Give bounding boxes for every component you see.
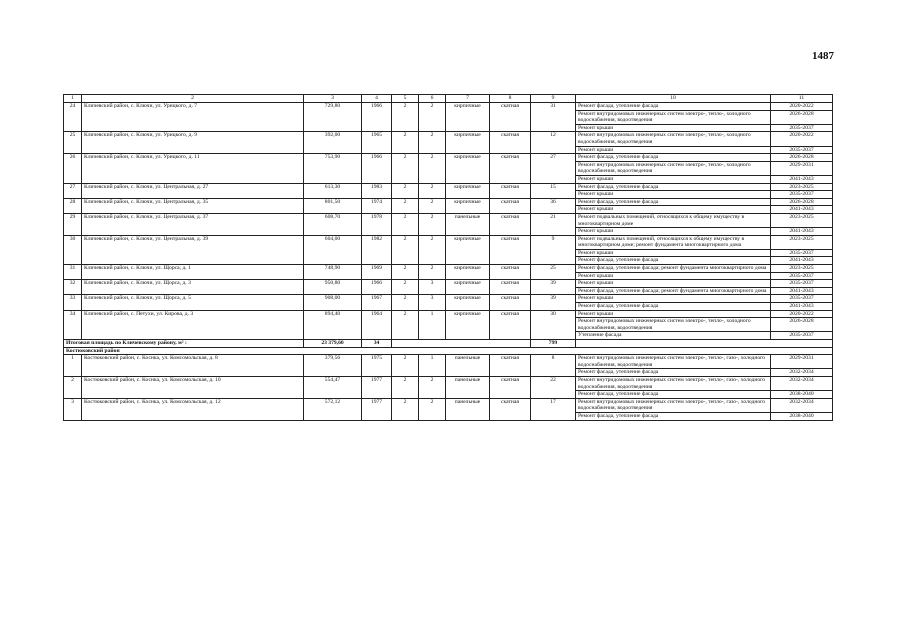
- entrances-cell: 2: [419, 154, 446, 183]
- address-cell: Кличевский район, с. Ключи, ул. Урицкого, д. 7: [82, 103, 304, 132]
- area-cell: 753,90: [304, 154, 362, 183]
- year-cell: 1978: [362, 213, 392, 235]
- total-area: 23 379,60: [304, 340, 362, 348]
- residents-cell: 30: [531, 310, 576, 339]
- address-cell: Костюковский район, с. Коснка, ул. Комсомольская, д. 10: [82, 376, 304, 398]
- roof-cell: скатная: [490, 355, 531, 377]
- walls-cell: панельные: [446, 213, 490, 235]
- column-number-row: [64, 95, 833, 103]
- table-row: [64, 103, 833, 111]
- col-header: 7: [446, 95, 490, 103]
- year-cell: 1969: [362, 265, 392, 280]
- address-cell: Кличевский район, с. Ключи, ул. Центральная, д. 27: [82, 183, 304, 198]
- entrances-cell: 2: [419, 132, 446, 154]
- entrances-cell: 2: [419, 235, 446, 264]
- year-cell: 1983: [362, 183, 392, 198]
- row-number: 32: [64, 280, 82, 295]
- period-cell: 2035-2037: [771, 191, 833, 199]
- address-cell: Кличевский район, с. Ключи, ул. Центральная, д. 37: [82, 213, 304, 235]
- row-number: 27: [64, 183, 82, 198]
- entrances-cell: 2: [419, 265, 446, 280]
- row-number: 25: [64, 132, 82, 154]
- work-type-cell: Ремонт внутридомовых инженерных систем электро-, тепло-, холодного водоснабжения, водоотведения: [576, 318, 771, 332]
- page-number: 1487: [812, 50, 834, 62]
- table-row: [64, 265, 833, 273]
- work-type-cell: Утепление фасада: [576, 332, 771, 340]
- address-cell: Костюковский район, с. Коснка, ул. Комсомольская, д. 8: [82, 355, 304, 377]
- period-cell: 2038-2040: [771, 391, 833, 399]
- year-cell: 1966: [362, 280, 392, 295]
- row-number: 33: [64, 295, 82, 310]
- entrances-cell: 2: [419, 198, 446, 213]
- total-residents: 799: [531, 340, 576, 348]
- work-type-cell: Ремонт фасада, утепление фасада: [576, 103, 771, 111]
- roof-cell: скатная: [490, 235, 531, 264]
- entrances-cell: 1: [419, 310, 446, 339]
- work-type-cell: Ремонт крыши: [576, 146, 771, 154]
- address-cell: Кличевский район, с. Ключи, ул. Щорса, д. 3: [82, 280, 304, 295]
- walls-cell: панельные: [446, 398, 490, 420]
- residents-cell: 21: [531, 213, 576, 235]
- walls-cell: кирпичные: [446, 235, 490, 264]
- floors-cell: 2: [392, 132, 419, 154]
- work-type-cell: Ремонт внутридомовых инженерных систем электро-, тепло-, газо-, холодного водоснабжения, водоотведения: [576, 376, 771, 390]
- empty-cell: [576, 340, 833, 348]
- row-number: 26: [64, 154, 82, 183]
- area-cell: 608,70: [304, 213, 362, 235]
- period-cell: 2023-2025: [771, 183, 833, 191]
- row-number: 29: [64, 213, 82, 235]
- floors-cell: 2: [392, 398, 419, 420]
- work-type-cell: Ремонт крыши: [576, 310, 771, 318]
- work-type-cell: Ремонт фасада, утепление фасада; ремонт фундамента многоквартирного дома: [576, 265, 771, 273]
- area-cell: 950,80: [304, 280, 362, 295]
- floors-cell: 2: [392, 183, 419, 198]
- entrances-cell: 2: [419, 103, 446, 132]
- table-row: [64, 183, 833, 191]
- residents-cell: 25: [531, 265, 576, 280]
- table-row: [64, 398, 833, 412]
- period-cell: 2035-2037: [771, 146, 833, 154]
- total-count: 34: [362, 340, 392, 348]
- roof-cell: скатная: [490, 154, 531, 183]
- area-cell: 729,80: [304, 103, 362, 132]
- table-row: [64, 280, 833, 288]
- address-cell: Кличевский район, с. Ключи, ул. Урицкого, д. 9: [82, 132, 304, 154]
- entrances-cell: 2: [419, 213, 446, 235]
- walls-cell: панельные: [446, 355, 490, 377]
- period-cell: 2029-2031: [771, 161, 833, 175]
- work-type-cell: Ремонт крыши: [576, 272, 771, 280]
- roof-cell: скатная: [490, 295, 531, 310]
- walls-cell: кирпичные: [446, 280, 490, 295]
- work-type-cell: Ремонт крыши: [576, 191, 771, 199]
- floors-cell: 2: [392, 213, 419, 235]
- walls-cell: кирпичные: [446, 154, 490, 183]
- work-type-cell: Ремонт фасада, утепление фасада: [576, 412, 771, 420]
- residents-cell: 12: [531, 132, 576, 154]
- col-header: 6: [419, 95, 446, 103]
- entrances-cell: 2: [419, 183, 446, 198]
- work-type-cell: Ремонт крыши: [576, 295, 771, 303]
- period-cell: 2032-2034: [771, 398, 833, 412]
- floors-cell: 2: [392, 154, 419, 183]
- work-type-cell: Ремонт фасада, утепление фасада: [576, 154, 771, 162]
- row-number: 24: [64, 103, 82, 132]
- work-type-cell: Ремонт крыши: [576, 228, 771, 236]
- residents-cell: 31: [531, 103, 576, 132]
- period-cell: 2035-2037: [771, 280, 833, 288]
- table-row: [64, 213, 833, 227]
- work-type-cell: Ремонт фасада, утепление фасада; ремонт фундамента многоквартирного дома: [576, 287, 771, 295]
- period-cell: 2026-2028: [771, 318, 833, 332]
- work-type-cell: Ремонт подвальных помещений, относящихся к общему имуществу в многоквартирном доме: [576, 213, 771, 227]
- walls-cell: кирпичные: [446, 132, 490, 154]
- floors-cell: 2: [392, 280, 419, 295]
- year-cell: 1967: [362, 295, 392, 310]
- residents-cell: 39: [531, 295, 576, 310]
- year-cell: 1977: [362, 376, 392, 398]
- year-cell: 1982: [362, 235, 392, 264]
- walls-cell: панельные: [446, 376, 490, 398]
- roof-cell: скатная: [490, 280, 531, 295]
- residents-cell: 39: [531, 280, 576, 295]
- table-row: [64, 310, 833, 318]
- period-cell: 2035-2037: [771, 295, 833, 303]
- entrances-cell: 3: [419, 295, 446, 310]
- col-header: 8: [490, 95, 531, 103]
- period-cell: 2026-2028: [771, 154, 833, 162]
- floors-cell: 2: [392, 265, 419, 280]
- col-header: 5: [392, 95, 419, 103]
- address-cell: Кличевский район, с. Петухи, ул. Кирова, д. 3: [82, 310, 304, 339]
- area-cell: 604,00: [304, 235, 362, 264]
- work-type-cell: Ремонт внутридомовых инженерных систем электро-, тепло-, газо-, холодного водоснабжения, водоотведения: [576, 398, 771, 412]
- residents-cell: 27: [531, 154, 576, 183]
- work-type-cell: Ремонт фасада, утепление фасада: [576, 198, 771, 206]
- district-total-row: [64, 340, 833, 348]
- table-row: [64, 376, 833, 390]
- period-cell: 2020-2022: [771, 132, 833, 146]
- work-type-cell: Ремонт фасада, утепление фасада: [576, 369, 771, 377]
- floors-cell: 2: [392, 355, 419, 377]
- period-cell: 2020-2022: [771, 103, 833, 111]
- work-type-cell: Ремонт внутридомовых инженерных систем электро-, тепло-, холодного водоснабжения, водоотведения: [576, 161, 771, 175]
- walls-cell: кирпичные: [446, 183, 490, 198]
- row-number: 30: [64, 235, 82, 264]
- roof-cell: скатная: [490, 265, 531, 280]
- table-row: [64, 154, 833, 162]
- roof-cell: скатная: [490, 398, 531, 420]
- residents-cell: 15: [531, 183, 576, 198]
- period-cell: 2023-2025: [771, 213, 833, 227]
- floors-cell: 2: [392, 235, 419, 264]
- row-number: 28: [64, 198, 82, 213]
- residents-cell: 36: [531, 198, 576, 213]
- period-cell: 2020-2022: [771, 310, 833, 318]
- work-type-cell: Ремонт крыши: [576, 249, 771, 257]
- col-header: 4: [362, 95, 392, 103]
- col-header: 3: [304, 95, 362, 103]
- period-cell: 2041-2043: [771, 303, 833, 311]
- period-cell: 2038-2040: [771, 412, 833, 420]
- year-cell: 1964: [362, 310, 392, 339]
- period-cell: 2041-2043: [771, 228, 833, 236]
- area-cell: 392,00: [304, 132, 362, 154]
- table-row: [64, 295, 833, 303]
- roof-cell: скатная: [490, 103, 531, 132]
- area-cell: 748,90: [304, 265, 362, 280]
- address-cell: Костюковский район, с. Коснка, ул. Комсомольская, д. 12: [82, 398, 304, 420]
- area-cell: 572,12: [304, 398, 362, 420]
- work-type-cell: Ремонт фасада, утепление фасада: [576, 391, 771, 399]
- roof-cell: скатная: [490, 376, 531, 398]
- walls-cell: кирпичные: [446, 103, 490, 132]
- area-cell: 613,30: [304, 183, 362, 198]
- col-header: 2: [82, 95, 304, 103]
- work-type-cell: Ремонт фасада, утепление фасада: [576, 303, 771, 311]
- district-name: Костюковский район: [64, 347, 833, 355]
- period-cell: 2032-2034: [771, 369, 833, 377]
- year-cell: 1965: [362, 132, 392, 154]
- entrances-cell: 3: [419, 280, 446, 295]
- period-cell: 2035-2037: [771, 272, 833, 280]
- period-cell: 2041-2043: [771, 257, 833, 265]
- area-cell: 801,50: [304, 198, 362, 213]
- work-type-cell: Ремонт крыши: [576, 175, 771, 183]
- residents-cell: 9: [531, 235, 576, 264]
- col-header: 10: [576, 95, 771, 103]
- empty-cell: [392, 340, 531, 348]
- period-cell: 2026-2028: [771, 110, 833, 124]
- address-cell: Кличевский район, с. Ключи, ул. Центральная, д. 35: [82, 198, 304, 213]
- table-body: [64, 95, 833, 421]
- area-cell: 379,56: [304, 355, 362, 377]
- walls-cell: кирпичные: [446, 265, 490, 280]
- row-number: 1: [64, 355, 82, 377]
- address-cell: Кличевский район, с. Ключи, ул. Щорса, д. 1: [82, 265, 304, 280]
- year-cell: 1975: [362, 355, 392, 377]
- work-type-cell: Ремонт фасада, утепление фасада: [576, 183, 771, 191]
- residents-cell: 22: [531, 376, 576, 398]
- area-cell: 554,47: [304, 376, 362, 398]
- address-cell: Кличевский район, с. Ключи, ул. Щорса, д. 5: [82, 295, 304, 310]
- walls-cell: кирпичные: [446, 198, 490, 213]
- row-number: 2: [64, 376, 82, 398]
- residents-cell: 17: [531, 398, 576, 420]
- col-header: 11: [771, 95, 833, 103]
- work-type-cell: Ремонт фасада, утепление фасада: [576, 257, 771, 265]
- work-type-cell: Ремонт подвальных помещений, относящихся к общему имуществу в многоквартирном доме; ремонт фундамента многоквартирного дома: [576, 235, 771, 249]
- col-header: 1: [64, 95, 82, 103]
- address-cell: Кличевский район, с. Ключи, ул. Центральная, д. 39: [82, 235, 304, 264]
- roof-cell: скатная: [490, 183, 531, 198]
- period-cell: 2041-2043: [771, 287, 833, 295]
- area-cell: 894,40: [304, 310, 362, 339]
- entrances-cell: 2: [419, 398, 446, 420]
- period-cell: 2035-2037: [771, 332, 833, 340]
- table-row: [64, 235, 833, 249]
- roof-cell: скатная: [490, 132, 531, 154]
- period-cell: 2041-2043: [771, 175, 833, 183]
- floors-cell: 2: [392, 376, 419, 398]
- table-row: [64, 355, 833, 369]
- period-cell: 2032-2034: [771, 376, 833, 390]
- work-type-cell: Ремонт внутридомовых инженерных систем электро-, тепло-, холодного водоснабжения, водоотведения: [576, 110, 771, 124]
- residents-cell: 8: [531, 355, 576, 377]
- row-number: 31: [64, 265, 82, 280]
- roof-cell: скатная: [490, 310, 531, 339]
- roof-cell: скатная: [490, 198, 531, 213]
- housing-repair-table: [63, 94, 833, 421]
- floors-cell: 2: [392, 198, 419, 213]
- work-type-cell: Ремонт крыши: [576, 280, 771, 288]
- floors-cell: 2: [392, 295, 419, 310]
- floors-cell: 2: [392, 310, 419, 339]
- walls-cell: кирпичные: [446, 310, 490, 339]
- period-cell: 2026-2028: [771, 198, 833, 206]
- work-type-cell: Ремонт внутридомовых инженерных систем электро-, тепло-, холодного водоснабжения, водоотведения: [576, 132, 771, 146]
- year-cell: 1966: [362, 103, 392, 132]
- address-cell: Кличевский район, с. Ключи, ул. Урицкого, д. 11: [82, 154, 304, 183]
- work-type-cell: Ремонт крыши: [576, 206, 771, 214]
- year-cell: 1977: [362, 398, 392, 420]
- roof-cell: скатная: [490, 213, 531, 235]
- row-number: 3: [64, 398, 82, 420]
- period-cell: 2035-2037: [771, 124, 833, 132]
- floors-cell: 2: [392, 103, 419, 132]
- area-cell: 908,00: [304, 295, 362, 310]
- period-cell: 2029-2031: [771, 355, 833, 369]
- table-row: [64, 132, 833, 146]
- work-type-cell: Ремонт внутридомовых инженерных систем электро-, тепло-, газо-, холодного водоснабжения, водоотведения: [576, 355, 771, 369]
- walls-cell: кирпичные: [446, 295, 490, 310]
- district-section-row: [64, 347, 833, 355]
- row-number: 34: [64, 310, 82, 339]
- col-header: 9: [531, 95, 576, 103]
- period-cell: 2023-2025: [771, 265, 833, 273]
- period-cell: 2035-2037: [771, 249, 833, 257]
- year-cell: 1966: [362, 154, 392, 183]
- year-cell: 1974: [362, 198, 392, 213]
- total-label: Итоговая площадь по Кличевскому району, м² :: [64, 340, 304, 348]
- entrances-cell: 2: [419, 376, 446, 398]
- entrances-cell: 1: [419, 355, 446, 377]
- work-type-cell: Ремонт крыши: [576, 124, 771, 132]
- period-cell: 2023-2025: [771, 235, 833, 249]
- period-cell: 2041-2043: [771, 206, 833, 214]
- table-row: [64, 198, 833, 206]
